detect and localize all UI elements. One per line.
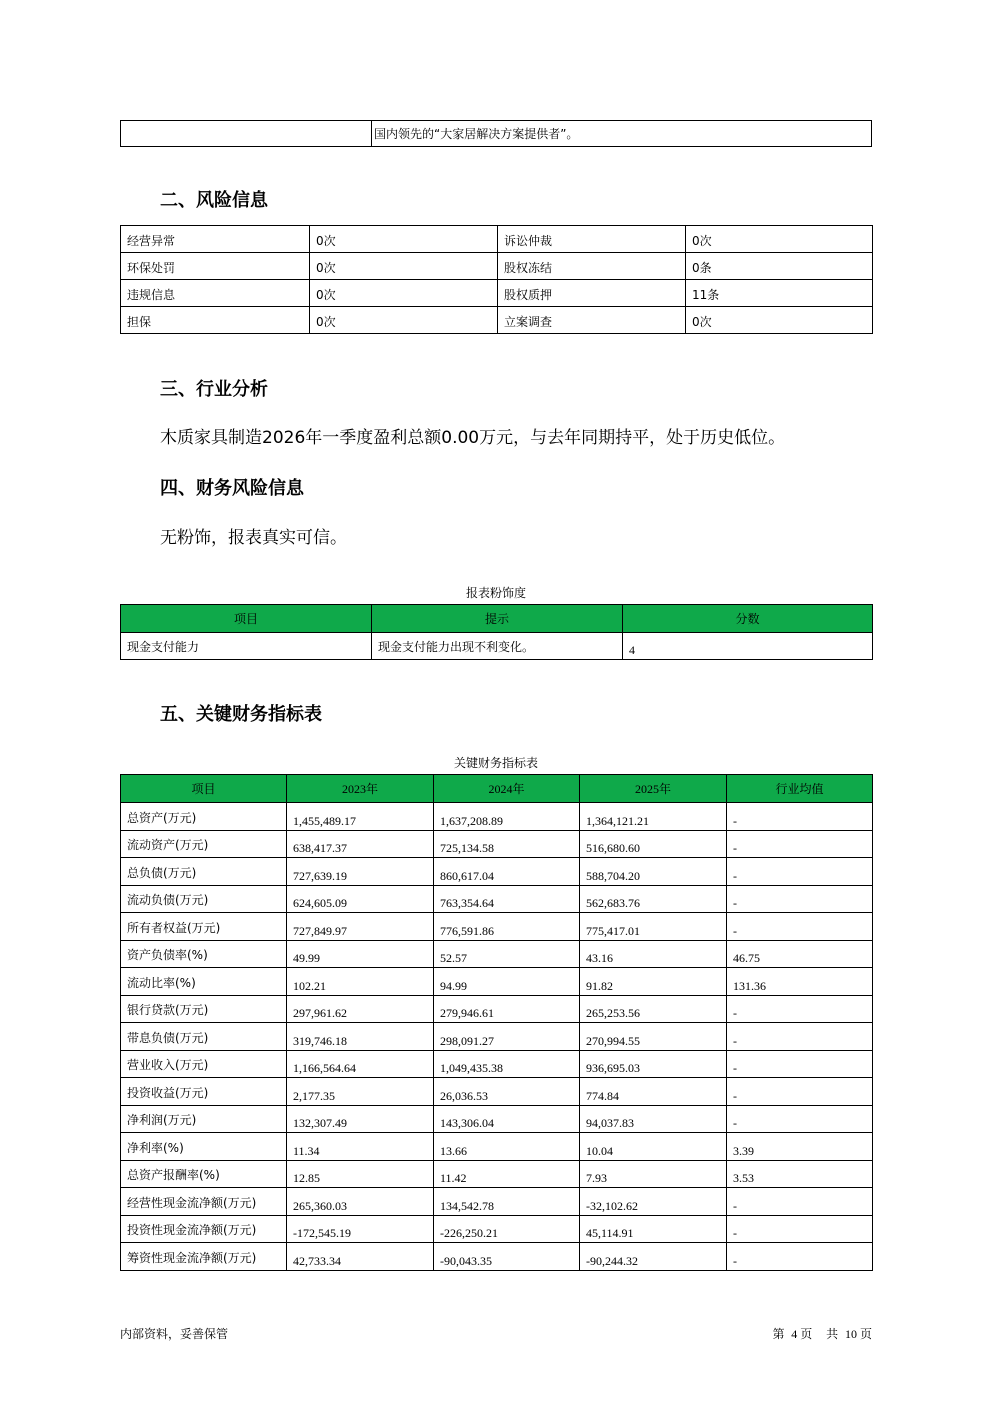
risk-label: 担保 xyxy=(121,307,310,334)
kf-cell-value: 860,617.04 xyxy=(434,858,580,886)
risk-label: 违规信息 xyxy=(121,280,310,307)
kf-cell-value: 43.16 xyxy=(580,940,727,968)
kf-cell-value: 1,637,208.89 xyxy=(434,803,580,831)
kf-cell-value: 516,680.60 xyxy=(580,830,727,858)
kf-cell-value: 775,417.01 xyxy=(580,913,727,941)
footer-page-label-pre: 第 xyxy=(772,1327,785,1341)
kf-cell-value: 7.93 xyxy=(580,1160,727,1188)
section-key-financial-title: 五、关键财务指标表 xyxy=(160,704,322,725)
kf-cell-value: 12.85 xyxy=(287,1160,434,1188)
kf-cell-value: 588,704.20 xyxy=(580,858,727,886)
kf-cell-value: 725,134.58 xyxy=(434,830,580,858)
kf-cell-value: 132,307.49 xyxy=(287,1105,434,1133)
kf-cell-value: -90,043.35 xyxy=(434,1243,580,1271)
kf-cell-value: - xyxy=(727,1105,873,1133)
fs-header-hint: 提示 xyxy=(372,605,623,633)
kf-cell-label: 投资性现金流净额(万元) xyxy=(121,1215,287,1243)
kf-cell-value: 91.82 xyxy=(580,968,727,996)
kf-cell-value: 46.75 xyxy=(727,940,873,968)
kf-cell-value: 562,683.76 xyxy=(580,885,727,913)
kf-cell-value: 774.84 xyxy=(580,1078,727,1106)
top-continuation-empty-cell xyxy=(121,121,372,147)
risk-value: 0次 xyxy=(310,253,498,280)
kf-row xyxy=(121,1160,873,1188)
kf-row xyxy=(121,940,873,968)
risk-value: 11条 xyxy=(686,280,873,307)
kf-row xyxy=(121,803,873,831)
kf-cell-value: - xyxy=(727,1215,873,1243)
kf-cell-label: 所有者权益(万元) xyxy=(121,913,287,941)
kf-cell-label: 资产负债率(%) xyxy=(121,940,287,968)
footer-page-current: 4 xyxy=(791,1327,798,1341)
kf-row xyxy=(121,968,873,996)
risk-value: 0次 xyxy=(310,307,498,334)
kf-cell-label: 银行贷款(万元) xyxy=(121,995,287,1023)
footer-page-label-mid: 页 xyxy=(800,1327,813,1341)
kf-cell-label: 经营性现金流净额(万元) xyxy=(121,1188,287,1216)
kf-cell-value: - xyxy=(727,830,873,858)
kf-row xyxy=(121,885,873,913)
fs-header-item: 项目 xyxy=(121,605,372,633)
fs-row-score: 4 xyxy=(623,633,873,660)
section-financial-risk-title: 四、财务风险信息 xyxy=(160,478,304,499)
kf-cell-value: 727,639.19 xyxy=(287,858,434,886)
kf-cell-value: - xyxy=(727,1050,873,1078)
kf-row xyxy=(121,1215,873,1243)
risk-row xyxy=(121,226,873,253)
kf-row xyxy=(121,1023,873,1051)
kf-cell-value: - xyxy=(727,885,873,913)
report-embellishment-table xyxy=(120,604,873,660)
kf-row xyxy=(121,1050,873,1078)
kf-cell-value: -172,545.19 xyxy=(287,1215,434,1243)
kf-cell-value: 319,746.18 xyxy=(287,1023,434,1051)
section-industry-title: 三、行业分析 xyxy=(160,379,268,400)
kf-cell-label: 筹资性现金流净额(万元) xyxy=(121,1243,287,1271)
kf-cell-label: 投资收益(万元) xyxy=(121,1078,287,1106)
kf-cell-value: 279,946.61 xyxy=(434,995,580,1023)
risk-value: 0次 xyxy=(310,226,498,253)
fs-header-score: 分数 xyxy=(623,605,873,633)
risk-label: 立案调查 xyxy=(498,307,686,334)
kf-header-2024: 2024年 xyxy=(434,775,580,803)
kf-cell-value: 131.36 xyxy=(727,968,873,996)
section-risk-title: 二、风险信息 xyxy=(160,190,268,211)
kf-cell-value: 1,364,121.21 xyxy=(580,803,727,831)
kf-cell-value: - xyxy=(727,1188,873,1216)
fs-row-item: 现金支付能力 xyxy=(121,633,372,660)
kf-cell-value: -226,250.21 xyxy=(434,1215,580,1243)
kf-cell-value: - xyxy=(727,1023,873,1051)
kf-cell-value: 94.99 xyxy=(434,968,580,996)
kf-cell-value: 298,091.27 xyxy=(434,1023,580,1051)
industry-analysis-text: 木质家具制造2026年一季度盈利总额0.00万元，与去年同期持平，处于历史低位。 xyxy=(160,428,786,448)
kf-cell-value: 1,166,564.64 xyxy=(287,1050,434,1078)
kf-cell-value: 270,994.55 xyxy=(580,1023,727,1051)
kf-cell-label: 总资产(万元) xyxy=(121,803,287,831)
risk-info-table xyxy=(120,225,873,334)
risk-label: 经营异常 xyxy=(121,226,310,253)
kf-cell-value: - xyxy=(727,858,873,886)
risk-value: 0次 xyxy=(310,280,498,307)
kf-cell-label: 总负债(万元) xyxy=(121,858,287,886)
risk-label: 环保处罚 xyxy=(121,253,310,280)
kf-cell-value: 13.66 xyxy=(434,1133,580,1161)
risk-label: 诉讼仲裁 xyxy=(498,226,686,253)
risk-label: 股权质押 xyxy=(498,280,686,307)
footer-page-label-post: 页 xyxy=(859,1327,872,1341)
risk-row xyxy=(121,307,873,334)
kf-row xyxy=(121,1243,873,1271)
kf-header-2023: 2023年 xyxy=(287,775,434,803)
kf-cell-value: 638,417.37 xyxy=(287,830,434,858)
kf-cell-value: 936,695.03 xyxy=(580,1050,727,1078)
key-financial-table xyxy=(120,774,873,1271)
kf-row xyxy=(121,1188,873,1216)
kf-cell-label: 营业收入(万元) xyxy=(121,1050,287,1078)
kf-cell-value: - xyxy=(727,1078,873,1106)
kf-cell-value: - xyxy=(727,995,873,1023)
kf-cell-value: 11.42 xyxy=(434,1160,580,1188)
kf-cell-value: - xyxy=(727,803,873,831)
kf-row xyxy=(121,1133,873,1161)
kf-cell-label: 总资产报酬率(%) xyxy=(121,1160,287,1188)
kf-cell-value: 11.34 xyxy=(287,1133,434,1161)
kf-header-2025: 2025年 xyxy=(580,775,727,803)
kf-cell-value: 1,455,489.17 xyxy=(287,803,434,831)
kf-row xyxy=(121,1078,873,1106)
kf-cell-value: 10.04 xyxy=(580,1133,727,1161)
risk-value: 0次 xyxy=(686,307,873,334)
kf-header-item: 项目 xyxy=(121,775,287,803)
kf-row xyxy=(121,913,873,941)
kf-cell-label: 流动比率(%) xyxy=(121,968,287,996)
kf-cell-label: 流动资产(万元) xyxy=(121,830,287,858)
kf-cell-value: 1,049,435.38 xyxy=(434,1050,580,1078)
kf-cell-value: 42,733.34 xyxy=(287,1243,434,1271)
fs-table-caption: 报表粉饰度 xyxy=(465,586,526,600)
kf-cell-value: 776,591.86 xyxy=(434,913,580,941)
top-continuation-table xyxy=(120,120,872,147)
kf-cell-value: 727,849.97 xyxy=(287,913,434,941)
kf-cell-value: - xyxy=(727,1243,873,1271)
kf-cell-value: 49.99 xyxy=(287,940,434,968)
financial-risk-text: 无粉饰，报表真实可信。 xyxy=(160,528,347,548)
kf-cell-value: - xyxy=(727,913,873,941)
kf-cell-value: 624,605.09 xyxy=(287,885,434,913)
kf-cell-value: 143,306.04 xyxy=(434,1105,580,1133)
risk-label: 股权冻结 xyxy=(498,253,686,280)
top-continuation-text: 国内领先的“大家居解决方案提供者”。 xyxy=(372,121,872,147)
kf-cell-value: 26,036.53 xyxy=(434,1078,580,1106)
kf-row xyxy=(121,858,873,886)
risk-value: 0条 xyxy=(686,253,873,280)
footer-page-label-total-pre: 共 xyxy=(826,1327,839,1341)
kf-cell-label: 流动负债(万元) xyxy=(121,885,287,913)
footer-confidential-note: 内部资料，妥善保管 xyxy=(120,1327,229,1341)
kf-cell-value: 763,354.64 xyxy=(434,885,580,913)
kf-cell-label: 带息负债(万元) xyxy=(121,1023,287,1051)
kf-cell-value: -90,244.32 xyxy=(580,1243,727,1271)
kf-table-caption: 关键财务指标表 xyxy=(453,756,538,770)
fs-row-hint: 现金支付能力出现不利变化。 xyxy=(372,633,623,660)
kf-cell-label: 净利率(%) xyxy=(121,1133,287,1161)
risk-row xyxy=(121,253,873,280)
risk-value: 0次 xyxy=(686,226,873,253)
kf-cell-value: 45,114.91 xyxy=(580,1215,727,1243)
kf-cell-value: 3.53 xyxy=(727,1160,873,1188)
kf-cell-value: 265,360.03 xyxy=(287,1188,434,1216)
kf-cell-label: 净利润(万元) xyxy=(121,1105,287,1133)
kf-row xyxy=(121,830,873,858)
kf-cell-value: 52.57 xyxy=(434,940,580,968)
kf-cell-value: 2,177.35 xyxy=(287,1078,434,1106)
kf-cell-value: 297,961.62 xyxy=(287,995,434,1023)
kf-cell-value: -32,102.62 xyxy=(580,1188,727,1216)
kf-row xyxy=(121,1105,873,1133)
kf-row xyxy=(121,995,873,1023)
risk-row xyxy=(121,280,873,307)
kf-cell-value: 134,542.78 xyxy=(434,1188,580,1216)
footer-page-number xyxy=(772,1325,872,1342)
kf-header-industry-avg: 行业均值 xyxy=(727,775,873,803)
footer-page-total: 10 xyxy=(844,1327,857,1341)
kf-cell-value: 102.21 xyxy=(287,968,434,996)
kf-cell-value: 3.39 xyxy=(727,1133,873,1161)
kf-cell-value: 94,037.83 xyxy=(580,1105,727,1133)
kf-cell-value: 265,253.56 xyxy=(580,995,727,1023)
